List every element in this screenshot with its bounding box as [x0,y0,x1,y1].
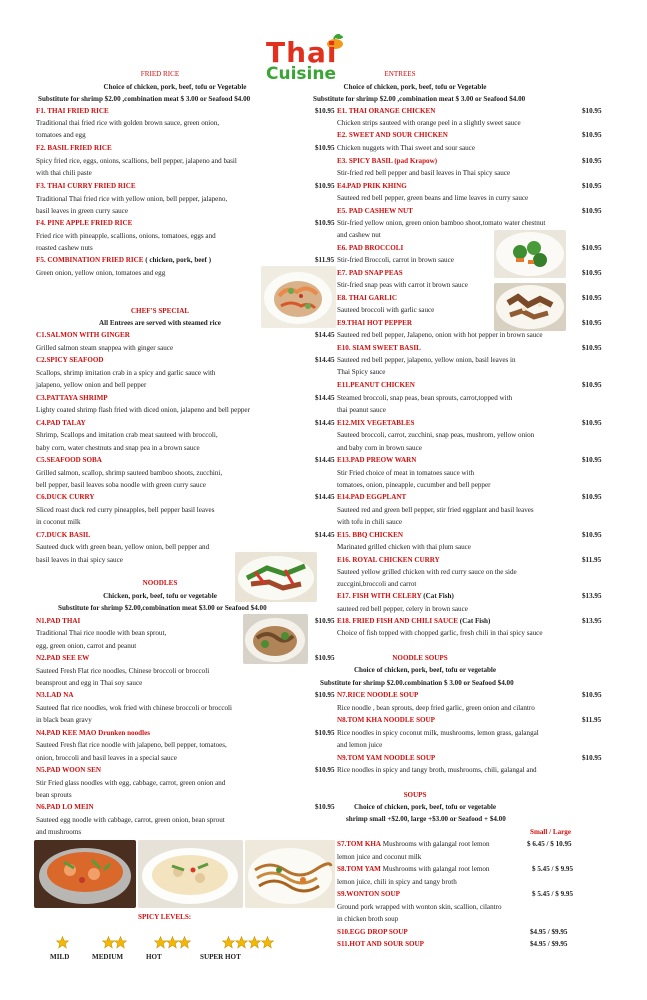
menu-item-price: $10.95 [582,157,602,165]
logo-thai: Thai [266,36,338,69]
food-photo-shrimp-salad [261,266,336,328]
menu-item-price: $4.95 / $9.95 [530,928,568,936]
menu-item-name: N1.PAD THAI [36,617,81,625]
menu-item-desc: Rice noodles in spicy coconut milk, mushrooms, lemon grass, galangal [337,729,539,737]
menu-item-price: $10.95 [582,244,602,252]
menu-item-name: N5.PAD WOON SEN [36,766,101,774]
spicy-levels-title: SPICY LEVELS: [138,913,192,921]
menu-item-desc: Spicy fried rice, eggs, onions, scallions, bell pepper, jalapeno and basil [36,157,237,165]
menu-item-name: E3. SPICY BASIL (pad Krapow) [337,157,438,165]
menu-item-desc: Stir-fried Broccoli, carrot in brown sauce [337,256,454,264]
menu-item-desc: egg, green onion, carrot and peanut [36,642,137,650]
menu-item-desc: Grilled salmon, scallop, shrimp sauteed bamboo shoots, zucchini, [36,469,223,477]
menu-item-name: E1. THAI ORANGE CHICKEN [337,107,436,115]
section-title: FRIED RICE [140,70,180,78]
star-icon [248,936,261,949]
menu-item-name: E9.THAI HOT PEPPER [337,319,412,327]
menu-item-price: $14.45 [315,456,335,464]
menu-item-name: E14.PAD EGGPLANT [337,493,407,501]
menu-item-desc: in coconut milk [36,518,81,526]
menu-item-price: $10.95 [315,107,335,115]
menu-item-desc: Sauteed Fresh Flat rice noodles, Chinese broccoli or broccoli [36,667,210,675]
menu-item-name: E2. SWEET AND SOUR CHICKEN [337,131,448,139]
menu-item-desc: with tofu in chili sauce [337,518,403,526]
menu-item-desc: Chicken nuggets with Thai sweet and sour sauce [337,144,475,152]
menu-item-name: N8.TOM KHA NOODLE SOUP [337,716,436,724]
star-icon [235,936,248,949]
menu-item-price: $10.95 [315,144,335,152]
section-title: NOODLE SOUPS [392,654,448,662]
menu-item-desc: jalapeno, yellow onion and bell pepper [36,381,147,389]
menu-item-desc: with thai chili paste [36,169,92,177]
menu-item-desc: Green onion, yellow onion, tomatoes and egg [36,269,166,277]
food-photo-pad-see-ew [243,614,308,664]
menu-item-desc: Grilled salmon steam snappea with ginger sauce [36,344,174,352]
menu-item-price: $10.95 [315,654,335,662]
spicy-level-label: HOT [146,953,162,961]
menu-item-name: F3. THAI CURRY FRIED RICE [36,182,136,190]
menu-item-name: E7. PAD SNAP PEAS [337,269,403,277]
menu-item-price: $10.95 [315,617,335,625]
menu-item-desc: Stir-fried yellow onion, green onion bamboo shoot,tomato water chestnut [337,219,546,227]
menu-item-desc: beansprout and egg in Thai soy sauce [36,679,143,687]
star-icon [222,936,235,949]
menu-item-desc: zuccgini,broccoli and carrot [337,580,417,588]
section-title: SOUPS [403,791,427,799]
menu-item-desc: Marinated grilled chicken with thai plum sauce [337,543,471,551]
section-subtitle: Choice of chicken, pork, beef, tofu or vegetable [353,803,497,811]
menu-item-desc: Scallops, shrimp imitation crab in a spicy and garlic sauce with [36,369,216,377]
section-subtitle: Chicken, pork, beef, tofu or vegetable [103,592,217,600]
menu-item-price: $10.95 [315,219,335,227]
menu-item-name: C4.PAD TALAY [36,419,86,427]
menu-item-desc: Stir Fried choice of meat in tomatoes sauce with [337,469,475,477]
menu-item-price: $11.95 [582,556,602,564]
menu-item-name: E15. BBQ CHICKEN [337,531,404,539]
menu-item-name: N2.PAD SEE EW [36,654,90,662]
section-subtitle: Substitute for shrimp $2.00 ,combination meat $ 3.00 or Seafood $4.00 [313,95,526,103]
menu-item-name: F1. THAI FRIED RICE [36,107,109,115]
menu-item-desc: Sauteed flat rice noodles, wok fried with chinese broccoli or broccoli [36,704,232,712]
menu-item-name: E4.PAD PRIK KHING [337,182,407,190]
menu-item-desc: Stir-fried snap peas with carrot it brown sauce [337,281,468,289]
menu-item-desc: bean sprouts [36,791,72,799]
section-title: NOODLES [142,579,178,587]
menu-item-name: S11.HOT AND SOUR SOUP [337,940,424,948]
menu-item-price: $ 6.45 / $ 10.95 [527,840,572,848]
menu-item-desc: Traditional Thai rice noodle with bean sprout, [36,629,167,637]
menu-item-name: C2.SPICY SEAFOOD [36,356,104,364]
menu-item-name: E8. THAI GARLIC [337,294,397,302]
menu-item-price: $10.95 [582,131,602,139]
section-subtitle: Choice of chicken, pork, beef, tofu or vegetable [353,666,497,674]
menu-item-name: N9.TOM YAM NOODLE SOUP [337,754,436,762]
menu-item-name: C3.PATTAYA SHRIMP [36,394,108,402]
menu-item-desc: Sauteed red and green bell pepper, stir fried eggplant and basil leaves [337,506,534,514]
menu-item-desc: Sauteed Fresh flat rice noodle with jalapeno, bell pepper, tomatoes, [36,741,227,749]
star-icon [56,936,69,949]
menu-item-desc: and mushrooms [36,828,82,836]
menu-item-price: $10.95 [315,182,335,190]
menu-item-price: $14.45 [315,331,335,339]
menu-item-price: $10.95 [582,182,602,190]
menu-item-desc: tomatoes and egg [36,131,86,139]
menu-item-name: E5. PAD CASHEW NUT [337,207,413,215]
menu-item-desc: in black bean gravy [36,716,92,724]
menu-item-price: $10.95 [582,319,602,327]
menu-item-desc: Stir Fried glass noodles with egg, cabbage, carrot, green onion and [36,779,226,787]
menu-item-name: S8.TOM YAM Mushrooms with galangal root lemon [337,865,490,873]
menu-item-desc: in chicken broth soup [337,915,399,923]
menu-item-price: $13.95 [582,617,602,625]
spicy-level-label: MEDIUM [92,953,124,961]
menu-item-desc: Sauteed red bell pepper, jalapeno, yellow onion, basil leaves in [337,356,516,364]
section-subtitle: Substitute for shrimp $2.00,combination meat $3.00 or Seafood $4.00 [58,604,267,612]
menu-item-desc: Sauteed broccoli with garlic sauce [337,306,435,314]
menu-item-price: $10.95 [582,294,602,302]
menu-item-desc: Shrimp, Scallops and imitation crab meat sauteed with broccoli, [36,431,218,439]
menu-item-name: E18. FRIED FISH AND CHILI SAUCE (Cat Fish) [337,617,491,625]
menu-item-desc: onion, broccoli and basil leaves in a special sauce [36,754,177,762]
logo-cuisine: Cuisine [266,64,336,84]
section-subtitle: All Entrees are served with steamed rice [99,319,221,327]
section-title: CHEF'S SPECIAL [130,307,190,315]
menu-item-price: $10.95 [582,754,602,762]
menu-item-desc: Ground pork wrapped with wonton skin, scallion, cilantro [337,903,502,911]
menu-item-name: E6. PAD BROCCOLI [337,244,404,252]
menu-item-price: $14.45 [315,419,335,427]
menu-item-name: N3.LAD NA [36,691,74,699]
menu-item-price: $10.95 [315,766,335,774]
menu-item-desc: thai peanut sauce [337,406,386,414]
menu-item-desc: bell pepper, basil leaves soba noodle with green curry sauce [36,481,206,489]
menu-item-desc: Steamed broccoli, snap peas, bean sprouts, carrot,topped with [337,394,513,402]
menu-item-price: $10.95 [315,729,335,737]
menu-item-name: F2. BASIL FRIED RICE [36,144,112,152]
menu-item-desc: baby corn, water chestnuts and snap pea in a brown sauce [36,444,200,452]
menu-item-name: S10.EGG DROP SOUP [337,928,408,936]
menu-item-price: $4.95 / $9.95 [530,940,568,948]
menu-item-price: $10.95 [582,531,602,539]
menu-item-name: C5.SEAFOOD SOBA [36,456,102,464]
menu-item-desc: and baby corn in brown sauce [337,444,422,452]
food-photo-tom-kha [138,840,243,908]
menu-item-desc: sauteed red bell pepper, celery in brown sauce [337,605,468,613]
menu-item-price: $10.95 [315,803,335,811]
food-photo-pad-broccoli [494,230,566,278]
spicy-level-label: MILD [50,953,70,961]
menu-item-desc: Sliced roast duck red curry pineapples, bell pepper basil leaves [36,506,215,514]
menu-item-price: $10.95 [582,691,602,699]
menu-item-price: $10.95 [582,493,602,501]
menu-item-desc: Rice noodle , bean sprouts, deep fried garlic, green onion and cilantro [337,704,535,712]
section-subtitle: Choice of chicken, pork, beef, tofu or Vegetable [343,83,487,91]
size-header: Small / Large [530,828,571,836]
menu-item-name: E13.PAD PREOW WARN [337,456,417,464]
menu-item-desc: Choice of fish topped with chopped garlic, fresh chili in thai spicy sauce [337,629,543,637]
menu-item-desc: Rice noodles in spicy and tangy broth, mushrooms, chili, galangal and [337,766,537,774]
section-subtitle: Substitute for shrimp $2.00 ,combination meat $ 3.00 or Seafood $4.00 [38,95,251,103]
menu-item-name: F5. COMBINATION FRIED RICE ( chicken, pork, beef ) [36,256,212,264]
menu-item-desc: lemon juice and coconut milk [337,853,422,861]
menu-item-name: E17. FISH WITH CELERY (Cat Fish) [337,592,454,600]
menu-item-name: E10. SIAM SWEET BASIL [337,344,421,352]
menu-item-price: $10.95 [582,207,602,215]
menu-item-desc: Sauteed red bell pepper, green beans and lime leaves in curry sauce [337,194,529,202]
menu-item-price: $14.45 [315,493,335,501]
menu-item-desc: lemon juice, chili in spicy and tangy broth [337,878,457,886]
menu-item-desc: Stir-fried red bell pepper and basil leaves in Thai spicy sauce [337,169,511,177]
menu-item-price: $10.95 [582,344,602,352]
menu-item-name: N6.PAD LO MEIN [36,803,94,811]
menu-item-price: $10.95 [315,691,335,699]
menu-item-name: C6.DUCK CURRY [36,493,95,501]
star-icon [261,936,274,949]
section-subtitle: shrimp small +$2.00, large +$3.00 or Seafood + $4.00 [346,815,506,823]
menu-item-desc: roasted cashew nuts [36,244,93,252]
menu-item-price: $ 5.45 / $ 9.95 [532,890,573,898]
menu-item-price: $10.95 [582,381,602,389]
menu-item-desc: Fried rice with pineapple, scallions, onions, tomatoes, eggs and [36,232,216,240]
menu-item-desc: Sauteed egg noodle with cabbage, carrot, green onion, bean sprout [36,816,225,824]
food-photo-tom-yam [34,840,136,908]
star-icon [114,936,127,949]
menu-item-name: N7.RICE NOODLE SOUP [337,691,419,699]
menu-item-desc: and cashew nut [337,231,381,239]
menu-item-name: N4.PAD KEE MAO Drunken noodles [36,729,150,737]
section-subtitle: Substitute for shrimp $2.00.combination $ 3.00 or Seafood $4.00 [320,679,514,687]
menu-item-price: $10.95 [582,456,602,464]
menu-item-desc: Thai Spicy sauce [337,368,386,376]
menu-item-name: F4. PINE APPLE FRIED RICE [36,219,133,227]
menu-item-desc: Sauteed duck with green bean, yellow onion, bell pepper and [36,543,210,551]
menu-item-desc: basil leaves in thai spicy sauce [36,556,123,564]
menu-item-name: E12.MIX VEGETABLES [337,419,415,427]
star-icon [178,936,191,949]
menu-item-desc: Sauteed red bell pepper, Jalapeno, onion with hot pepper in brown sauce [337,331,543,339]
menu-item-name: C7.DUCK BASIL [36,531,91,539]
menu-item-desc: Traditional thai fried rice with golden brown sauce, green onion, [36,119,220,127]
menu-item-name: S9.WONTON SOUP [337,890,400,898]
menu-item-desc: tomatoes, onion, pineapple, cucumber and bell pepper [337,481,491,489]
menu-item-price: $11.95 [582,716,602,724]
menu-item-price: $ 5.45 / $ 9.95 [532,865,573,873]
menu-item-price: $10.95 [582,419,602,427]
food-photo-thai-garlic [494,283,566,331]
menu-item-desc: and lemon juice [337,741,383,749]
menu-item-desc: Sauteed yellow grilled chicken with red curry sauce on the side [337,568,517,576]
menu-item-price: $10.95 [582,107,602,115]
section-subtitle: Choice of chicken, pork, beef, tofu or Vegetable [103,83,247,91]
spicy-level-label: SUPER HOT [200,953,241,961]
food-photo-lo-mein [245,840,335,908]
menu-item-price: $13.95 [582,592,602,600]
menu-item-price: $14.45 [315,356,335,364]
menu-item-price: $14.45 [315,531,335,539]
menu-item-name: S7.TOM KHA Mushrooms with galangal root lemon [337,840,490,848]
section-title: ENTREES [384,70,416,78]
menu-item-price: $11.95 [315,256,335,264]
menu-item-desc: basil leaves in green curry sauce [36,207,128,215]
menu-item-desc: Traditional Thai fried rice with yellow onion, bell pepper, jalapeno, [36,195,228,203]
menu-item-desc: Lighty coated shrimp flash fried with diced onion, jalapeno and bell pepper [36,406,250,414]
menu-item-desc: Chicken strips sauteed with orange peel in a slightly sweet sauce [337,119,521,127]
menu-item-price: $14.45 [315,394,335,402]
menu-item-name: C1.SALMON WITH GINGER [36,331,130,339]
menu-item-name: E16. ROYAL CHICKEN CURRY [337,556,440,564]
menu-item-name: E11.PEANUT CHICKEN [337,381,415,389]
menu-item-price: $10.95 [582,269,602,277]
menu-item-desc: Sauteed broccoli, carrot, zucchini, snap peas, mushrom, yellow onion [337,431,535,439]
